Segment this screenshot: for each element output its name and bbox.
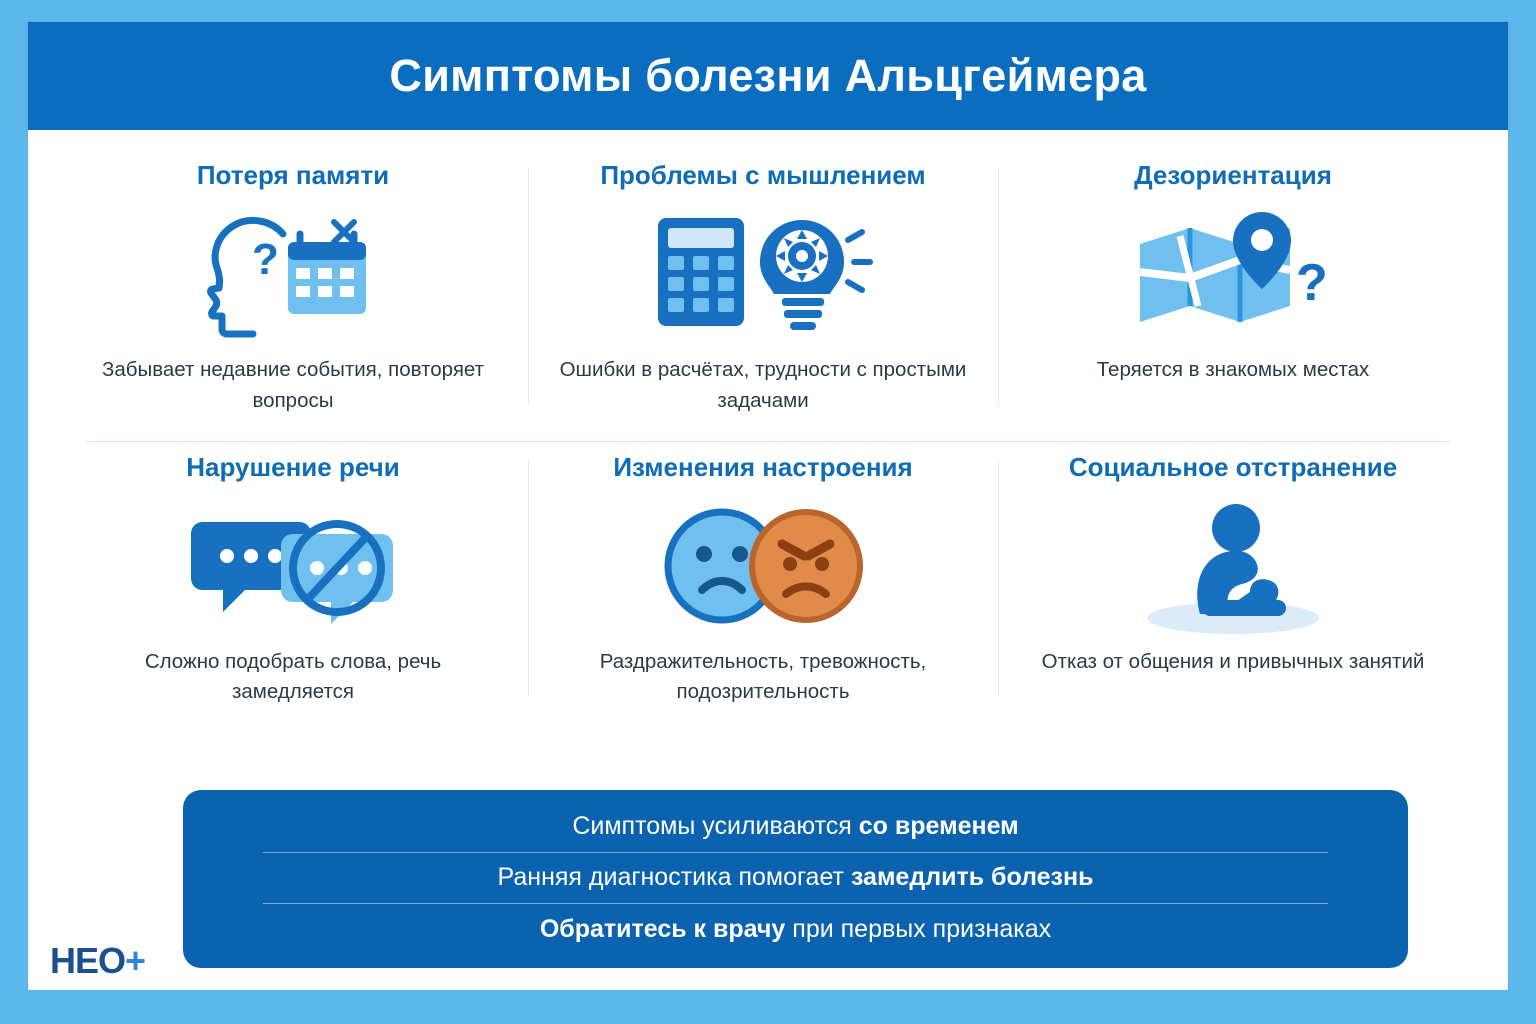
symptom-description: Раздражительность, тревожность, подозрительность [599, 649, 927, 704]
symptom-card-social-withdrawal [998, 448, 1468, 719]
brand-logo [50, 940, 145, 982]
key-message-3-bold: Обратитесь к врачу [539, 914, 786, 943]
infographic-poster [28, 22, 1508, 990]
key-message-2-plain-before: Ранняя диагностика помогает [497, 863, 851, 892]
key-message-3 [223, 905, 1368, 956]
svg-text:?: ? [1296, 254, 1328, 312]
page-title: Симптомы болезни Альцгеймера [389, 50, 1147, 101]
symptom-heading: Проблемы с мышлением [600, 160, 926, 190]
speech-bubbles-blocked-icon [183, 487, 403, 647]
svg-text:?: ? [252, 235, 279, 284]
symptom-row-2 [58, 448, 1478, 719]
calculator-lightbulb-gear-icon [648, 195, 878, 355]
symptom-description: Сложно подобрать слова, речь замедляется [144, 649, 442, 704]
symptom-grid [28, 130, 1508, 718]
title-bar [28, 22, 1508, 130]
key-message-2 [223, 853, 1368, 904]
map-pin-question-icon [1118, 195, 1348, 355]
brand-logo-text: НЕО [50, 940, 126, 981]
key-message-1 [223, 802, 1368, 853]
row-divider [86, 441, 1450, 442]
brand-logo-plus: + [125, 940, 146, 981]
symptom-description: Теряется в знакомых местах [1096, 358, 1370, 381]
symptom-card-mood-changes [528, 448, 998, 719]
symptom-heading: Дезориентация [1134, 160, 1332, 190]
symptom-card-speech-impairment [58, 448, 528, 719]
symptom-description: Ошибки в расчётах, трудности с простыми задачами [559, 358, 967, 412]
key-message-2-bold: замедлить болезнь [850, 863, 1094, 892]
symptom-heading: Потеря памяти [196, 160, 390, 190]
key-messages-box [183, 790, 1408, 968]
symptom-card-thinking-problems [528, 156, 998, 427]
sad-angry-faces-icon [656, 487, 871, 647]
symptom-heading: Социальное отстранение [1068, 451, 1398, 482]
symptom-heading: Нарушение речи [186, 451, 400, 482]
key-message-1-bold: со временем [858, 812, 1019, 841]
key-message-1-plain-before: Симптомы усиливаются [572, 812, 859, 841]
symptom-card-disorientation [998, 156, 1468, 427]
key-message-3-plain-after: при первых признаках [785, 914, 1052, 943]
symptom-description: Забывает недавние события, повторяет вопросы [101, 358, 485, 412]
symptom-description: Отказ от общения и привычных занятий [1041, 649, 1425, 673]
symptom-card-memory-loss [58, 156, 528, 427]
head-question-calendar-icon [188, 195, 398, 355]
person-sitting-alone-icon [1128, 487, 1338, 647]
symptom-row-1 [58, 156, 1478, 427]
symptom-heading: Изменения настроения [613, 451, 913, 482]
